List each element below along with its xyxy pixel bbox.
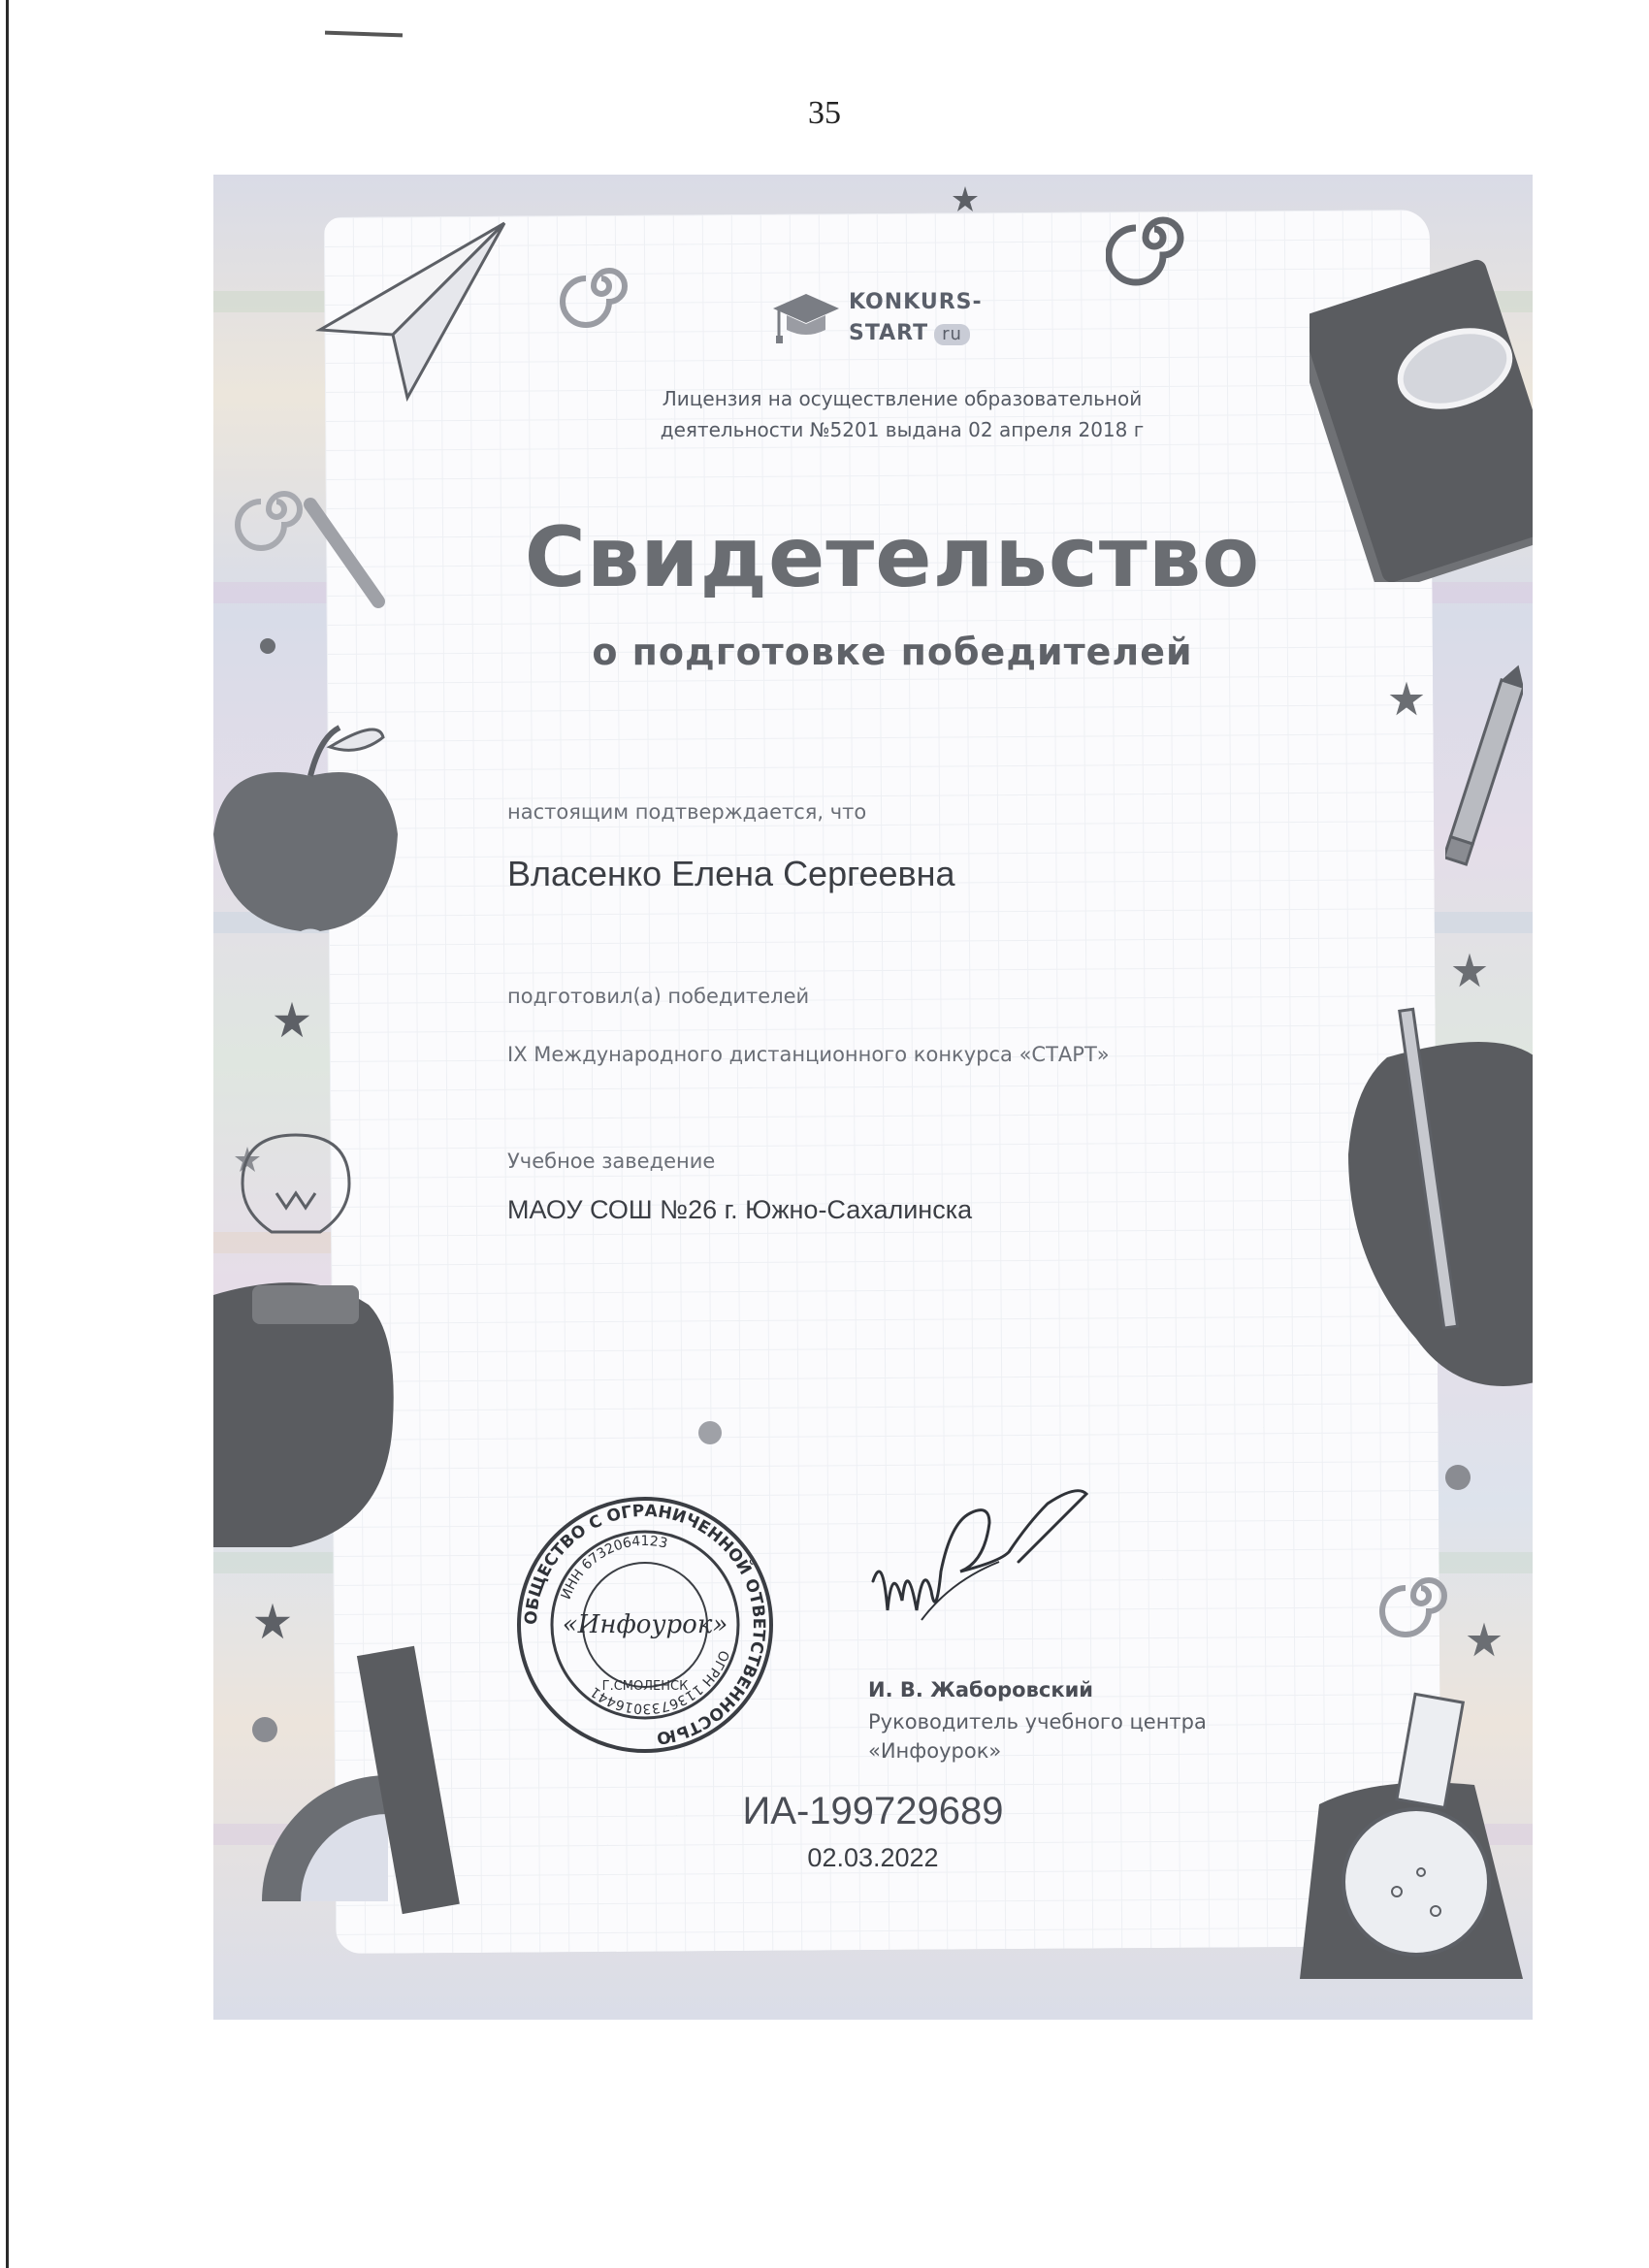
signatory-role	[868, 1707, 1276, 1766]
document-date: 02.03.2022	[807, 1843, 939, 1872]
scan-edge	[6, 0, 9, 2268]
paper-plane-icon	[301, 213, 524, 407]
dot	[260, 638, 275, 654]
person-name: Власенко Елена Сергеевна	[507, 854, 955, 893]
stamp-ogrn: ОГРН 1136733016441	[587, 1647, 732, 1717]
star-icon	[1450, 951, 1489, 989]
signatory-role-line1: Руководитель учебного центра	[868, 1710, 1207, 1733]
confirm-label: настоящим подтверждается, что	[507, 800, 867, 824]
stamp-ring-text: ОБЩЕСТВО С ОГРАНИЧЕННОЙ ОТВЕТСТВЕННОСТЬЮ	[521, 1501, 769, 1748]
scan-mark	[325, 31, 403, 38]
stamp-city: Г.СМОЛЕНСК	[601, 1679, 689, 1694]
spiral-icon	[1377, 1552, 1465, 1639]
logo-line1: KONKURS-	[849, 290, 983, 314]
page-number: 35	[808, 95, 841, 131]
stamp-center-text: «Инфоурок»	[562, 1610, 728, 1639]
lightbulb-icon	[233, 1125, 359, 1271]
institution-label: Учебное заведение	[507, 1150, 716, 1173]
license-line2: деятельности №5201 выдана 02 апреля 2018 г	[660, 418, 1145, 441]
konkurs-start-logo	[771, 281, 1023, 359]
signatory-role-line2: «Инфоурок»	[868, 1739, 1002, 1763]
flask-icon	[1300, 1688, 1533, 1979]
organization-stamp	[514, 1494, 776, 1756]
star-icon	[951, 184, 980, 213]
dot	[698, 1421, 722, 1444]
graduation-cap-icon	[771, 289, 841, 347]
certificate	[213, 175, 1533, 2020]
document-id: ИА-199729689	[742, 1790, 1004, 1832]
star-icon	[272, 999, 312, 1040]
jar-icon	[213, 1276, 398, 1557]
signature	[863, 1465, 1096, 1659]
contest-name: IX Международного дистанционного конкурса «СТАРТ»	[507, 1043, 1110, 1066]
license-line1: Лицензия на осуществление образовательной	[662, 387, 1143, 410]
apple-icon	[213, 718, 407, 941]
stamp-inn: ИНН 6732064123	[558, 1533, 669, 1603]
logo-line2: START	[849, 321, 929, 345]
star-icon	[1387, 679, 1426, 718]
spiral-icon	[1106, 189, 1203, 286]
certificate-subtitle: о подготовке победителей	[592, 631, 1193, 673]
certificate-title: Свидетельство	[524, 509, 1261, 606]
palette-icon	[1329, 989, 1533, 1407]
star-icon	[1465, 1620, 1504, 1659]
logo-badge: ru	[934, 324, 970, 345]
prepared-label: подготовил(а) победителей	[507, 985, 810, 1008]
license-text	[534, 383, 1271, 445]
signatory-name: И. В. Жаборовский	[868, 1678, 1094, 1701]
pencil-icon	[1445, 660, 1523, 883]
dot	[1445, 1465, 1471, 1490]
protractor-icon	[242, 1630, 475, 1921]
spiral-icon	[558, 243, 645, 330]
institution-name: МАОУ СОШ №26 г. Южно-Сахалинска	[507, 1195, 973, 1224]
